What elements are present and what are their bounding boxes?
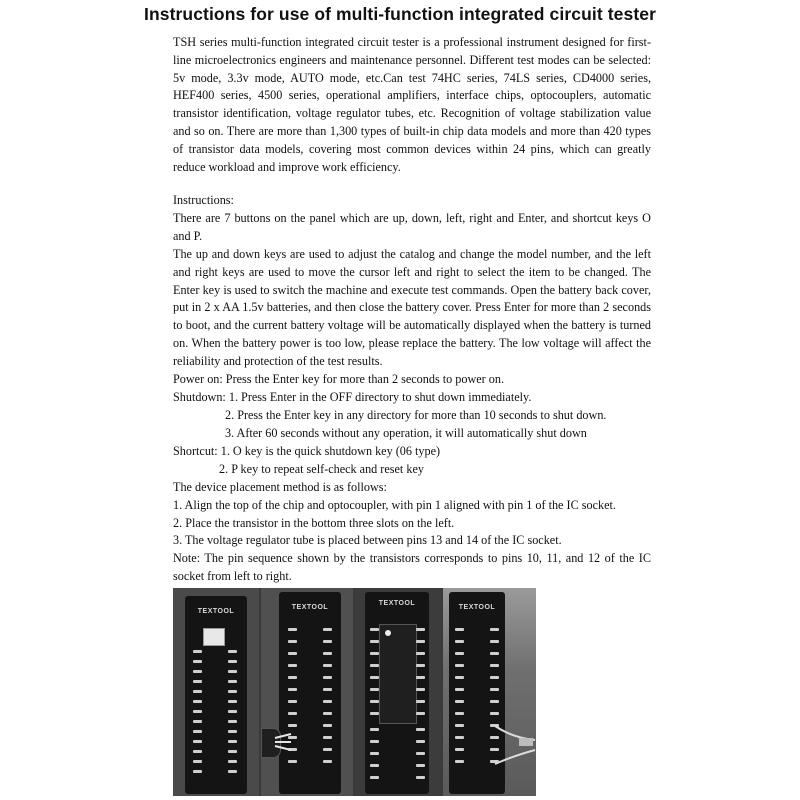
power-on-line: Power on: Press the Enter key for more than 2 seconds to power on.	[173, 372, 505, 386]
page-title: Instructions for use of multi-function integrated circuit tester	[144, 4, 656, 24]
placement-step-3: 3. The voltage regulator tube is placed between pins 13 and 14 of the IC socket.	[173, 533, 562, 547]
socket-brand-label: TEXTOOL	[291, 604, 329, 611]
intro-paragraph: TSH series multi-function integrated circuit tester is a professional instrument designed for first-line microelectronics engineers and maintenance personnel. Different test modes can be selected: 5v mode, 3.3v mode, AUTO mode, etc.Can test 74HC series, 74LS series, CD4000 series, HEF400 series, 4500 series, operational amplifiers, interface chips, optocouplers, automatic transistor identification, voltage regulator tubes, etc. Recognition of voltage stabilization value and so on. There are more than 1,300 types of built-in chip data models and more than 420 types of transistor data models, covering most common devices within 24 pins, which can greatly reduce workload and improve work efficiency.	[173, 35, 651, 174]
shutdown-line-1: Shutdown: 1. Press Enter in the OFF directory to shut down immediately.	[173, 390, 532, 404]
transistor-leads	[261, 588, 353, 796]
socket-brand-label: TEXTOOL	[458, 604, 496, 611]
instructions-heading: Instructions:	[173, 193, 234, 207]
buttons-paragraph: There are 7 buttons on the panel which are up, down, left, right and Enter, and shortcut keys O and P.	[173, 211, 651, 243]
socket-brand-label: TEXTOOL	[378, 600, 416, 607]
socket-brand-label: TEXTOOL	[197, 608, 235, 615]
socket-photo-transistor	[261, 588, 353, 796]
placement-step-1: 1. Align the top of the chip and optocoupler, with pin 1 aligned with pin 1 of the IC socket.	[173, 498, 616, 512]
shutdown-line-2: 2. Press the Enter key in any directory for more than 10 seconds to shut down.	[225, 408, 607, 422]
placement-heading: The device placement method is as follows:	[173, 480, 387, 494]
placement-step-2: 2. Place the transistor in the bottom three slots on the left.	[173, 516, 455, 530]
socket-photo-regulator	[173, 588, 259, 796]
shortcut-line-1: Shortcut: 1. O key is the quick shutdown key (06 type)	[173, 444, 441, 458]
regulator-chip	[203, 628, 225, 646]
socket-photos	[173, 588, 536, 796]
dip-chip	[379, 624, 417, 724]
diode-leads	[443, 588, 536, 796]
pin1-marker	[385, 630, 391, 636]
shortcut-line-2: 2. P key to repeat self-check and reset key	[219, 462, 424, 476]
keys-paragraph: The up and down keys are used to adjust the catalog and change the model number, and the left and right keys are used to move the cursor left and right to select the item to be changed. The Enter key is used to switch the machine and execute test commands. Open the battery back cover, put in 2 x AA 1.5v batteries, and then close the battery cover. Press Enter for more than 2 seconds to boot, and the current battery voltage will be automatically displayed when the battery is turned on. When the battery power is too low, please replace the battery. The low voltage will affect the reliability and protection of the test results.	[173, 247, 651, 368]
shutdown-line-3: 3. After 60 seconds without any operation, it will automatically shut down	[225, 426, 587, 440]
socket-photo-diode	[443, 588, 536, 796]
note-paragraph: Note: The pin sequence shown by the transistors corresponds to pins 10, 11, and 12 of the IC socket from left to right.	[173, 551, 651, 583]
socket-photo-ic	[355, 588, 441, 796]
